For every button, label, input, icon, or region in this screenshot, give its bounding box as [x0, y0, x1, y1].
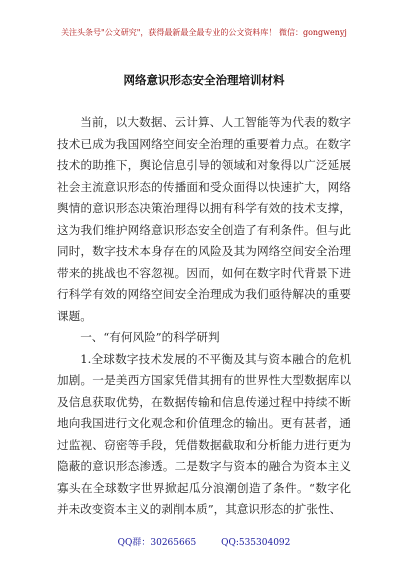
section-heading-1: 一、“有何风险”的科学研判: [80, 330, 220, 344]
footer-contact: [0, 535, 408, 548]
footer-qq-group: QQ群：30265665: [117, 538, 197, 548]
header-promo-note: 关注头条号"公文研究"，获得最新最全最专业的公文资料库！ 微信：gongwenyj: [61, 28, 347, 37]
document-title: 网络意识形态安全治理培训材料: [123, 73, 285, 87]
footer-qq: QQ:535304092: [221, 538, 291, 548]
document-body: [57, 112, 351, 521]
paragraph-point-1: 1.全球数字技术发展的不平衡及其与资本融合的危机加剧。一是美西方国家凭借其拥有的世界性大型数据库以及信息获取优势，在数据传输和信息传递过程中持续不断地向我国进行文化观念和价值理念的输出。更有甚者，通过监视、窃密等手段，凭借数据截取和分析能力进行更为隐蔽的意识形态渗透。二是数字与资本的融合为资本主义寡头在全球数字世界掀起瓜分浪潮创造了条件。“数字化并未改变资本主义的剥削本质”，其意识形态的扩张性、: [57, 351, 351, 516]
paragraph-intro: 当前，以大数据、云计算、人工智能等为代表的数字技术已成为我国网络空间安全治理的重要着力点。在数字技术的助推下，舆论信息引导的领域和对象得以广泛延展社会主流意识形态的传播面和受众面得以快速扩大，网络舆情的意识形态决策治理得以拥有科学有效的技术支撑，这为我们维护网络意识形态安全创造了有利条件。但与此同时，数字技术本身存在的风险及其为网络空间安全治理带来的挑战也不容忽视。因而，如何在数字时代背景下进行科学有效的网络空间安全治理成为我们亟待解决的重要课题。: [57, 115, 351, 323]
